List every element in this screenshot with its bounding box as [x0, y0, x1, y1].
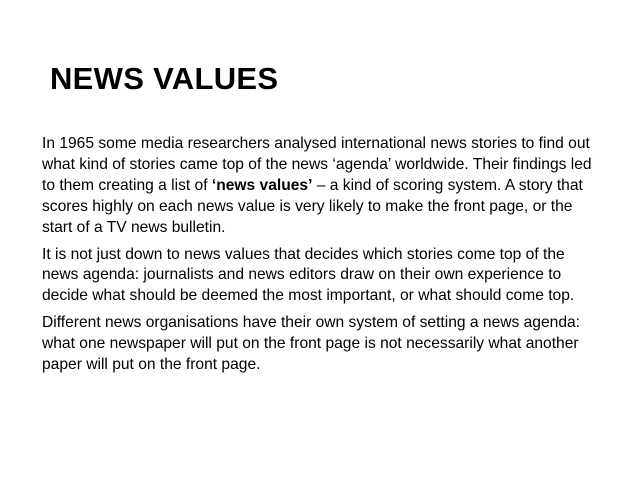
paragraph-organisations: Different news organisations have their own system of setting a news agenda: what one newspaper will put on the front page is not necessarily what another paper will put on the front page. [42, 314, 580, 374]
paragraph-intro-text-end: – a kind of scoring system. A story that scores highly on each news value is very likely to make the front page, or the start of a TV news bulletin. [42, 176, 583, 236]
news-values-emphasis: ‘news values’ [211, 176, 313, 194]
paragraph-agenda: It is not just down to news values that decides which stories come top of the news agenda: journalists and news editors draw on their own experience to decide what should be deemed the most important, or what should come top. [42, 245, 575, 305]
slide-body [42, 134, 602, 382]
paragraph-intro [42, 134, 602, 239]
paragraph-intro-text-start: In 1965 some media researchers analysed international news stories to find out what kind of stories came top of the news ‘agenda’ worldwide. Their findings led to them creating a list of [42, 135, 592, 194]
slide-title: NEWS VALUES [50, 61, 279, 96]
